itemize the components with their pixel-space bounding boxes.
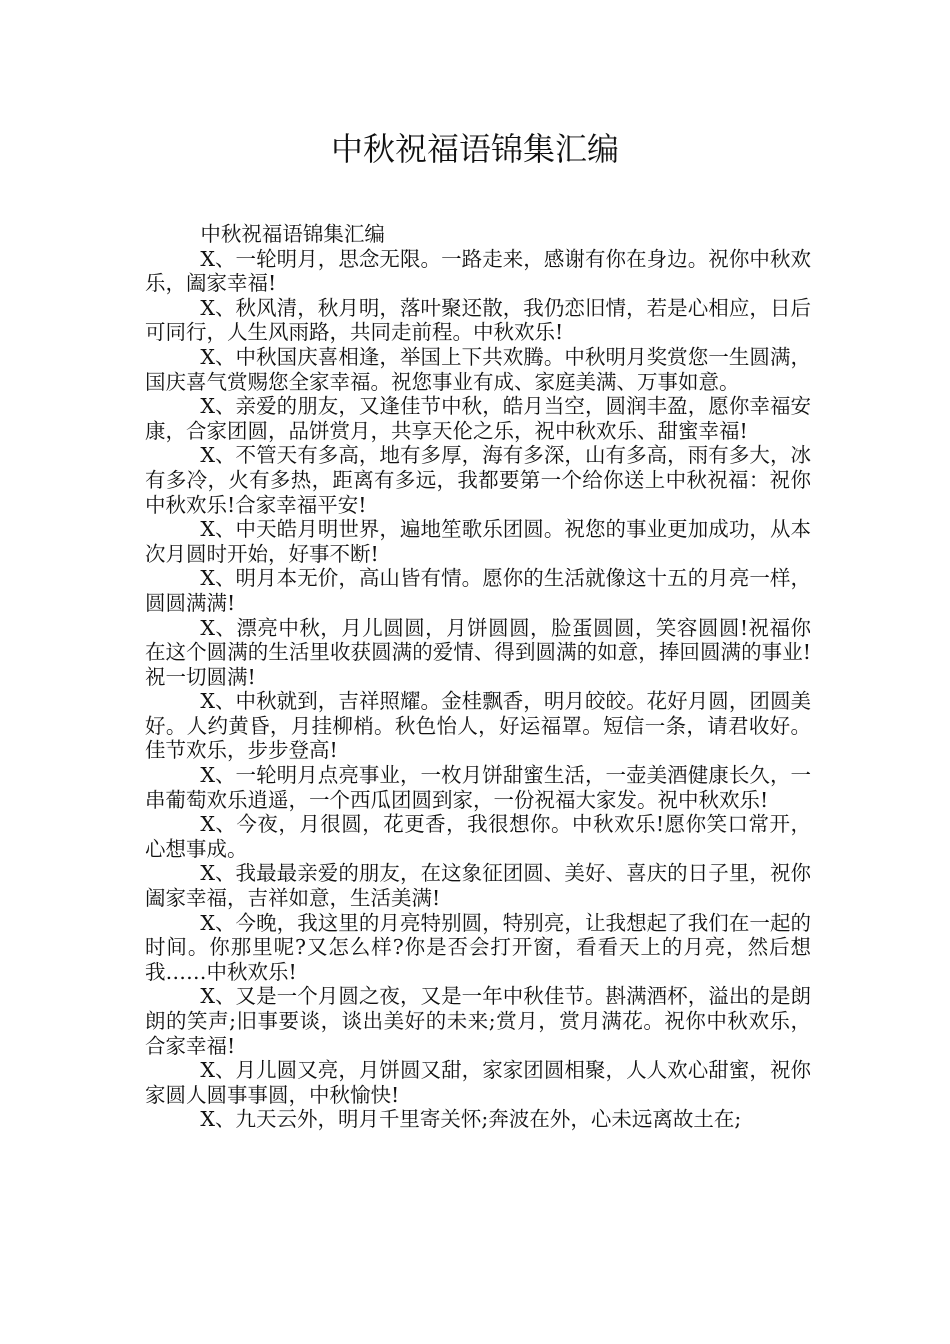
paragraph: X、亲爱的朋友，又逢佳节中秋，皓月当空，圆润丰盈，愿你幸福安康，合家团圆，品饼赏月，共享天伦之乐，祝中秋欢乐、甜蜜幸福! xyxy=(145,394,811,443)
document-body xyxy=(145,222,811,1132)
paragraph: X、今晚，我这里的月亮特别圆，特别亮，让我想起了我们在一起的时间。你那里呢?又怎么样?你是否会打开窗，看看天上的月亮，然后想我……中秋欢乐! xyxy=(145,910,811,984)
paragraph: X、九天云外，明月千里寄关怀;奔波在外，心未远离故土在; xyxy=(200,1107,742,1132)
paragraph: X、明月本无价，高山皆有情。愿你的生活就像这十五的月亮一样，圆圆满满! xyxy=(145,566,811,615)
paragraph-subtitle: 中秋祝福语锦集汇编 xyxy=(200,222,385,246)
paragraph: X、今夜，月很圆，花更香，我很想你。中秋欢乐!愿你笑口常开，心想事成。 xyxy=(145,812,811,861)
document-title: 中秋祝福语锦集汇编 xyxy=(330,130,619,168)
paragraph: X、又是一个月圆之夜，又是一年中秋佳节。斟满酒杯，溢出的是朗朗的笑声;旧事要谈，谈出美好的未来;赏月，赏月满花。祝你中秋欢乐，合家幸福! xyxy=(145,984,811,1058)
paragraph: X、秋风清，秋月明，落叶聚还散，我仍恋旧情，若是心相应，日后可同行，人生风雨路，共同走前程。中秋欢乐! xyxy=(145,295,811,345)
paragraph: X、漂亮中秋，月儿圆圆，月饼圆圆，脸蛋圆圆，笑容圆圆!祝福你在这个圆满的生活里收获圆满的爱情、得到圆满的如意，捧回圆满的事业!祝一切圆满! xyxy=(145,615,811,689)
paragraph: X、我最最亲爱的朋友，在这象征团圆、美好、喜庆的日子里，祝你阖家幸福，吉祥如意，生活美满! xyxy=(145,861,811,911)
paragraph: X、中秋国庆喜相逢，举国上下共欢腾。中秋明月奖赏您一生圆满，国庆喜气赏赐您全家幸福。祝您事业有成、家庭美满、万事如意。 xyxy=(145,344,811,394)
paragraph: X、中天皓月明世界，遍地笙歌乐团圆。祝您的事业更加成功，从本次月圆时开始，好事不断! xyxy=(145,517,811,566)
paragraph: X、一轮明月点亮事业，一枚月饼甜蜜生活，一壶美酒健康长久，一串葡萄欢乐逍遥，一个西瓜团圆到家，一份祝福大家发。祝中秋欢乐! xyxy=(145,763,811,812)
paragraph: X、不管天有多高，地有多厚，海有多深，山有多高，雨有多大，冰有多冷，火有多热，距离有多远，我都要第一个给你送上中秋祝福：祝你中秋欢乐!合家幸福平安! xyxy=(145,443,811,517)
paragraph: X、月儿圆又亮，月饼圆又甜，家家团圆相聚，人人欢心甜蜜，祝你家圆人圆事事圆，中秋愉快! xyxy=(145,1058,811,1107)
paragraph: X、中秋就到，吉祥照耀。金桂飘香，明月皎皎。花好月圆，团圆美好。人约黄昏，月挂柳梢。秋色怡人，好运福罩。短信一条，请君收好。佳节欢乐，步步登高! xyxy=(145,689,811,763)
paragraph: X、一轮明月，思念无限。一路走来，感谢有你在身边。祝你中秋欢乐，阖家幸福! xyxy=(145,246,811,296)
